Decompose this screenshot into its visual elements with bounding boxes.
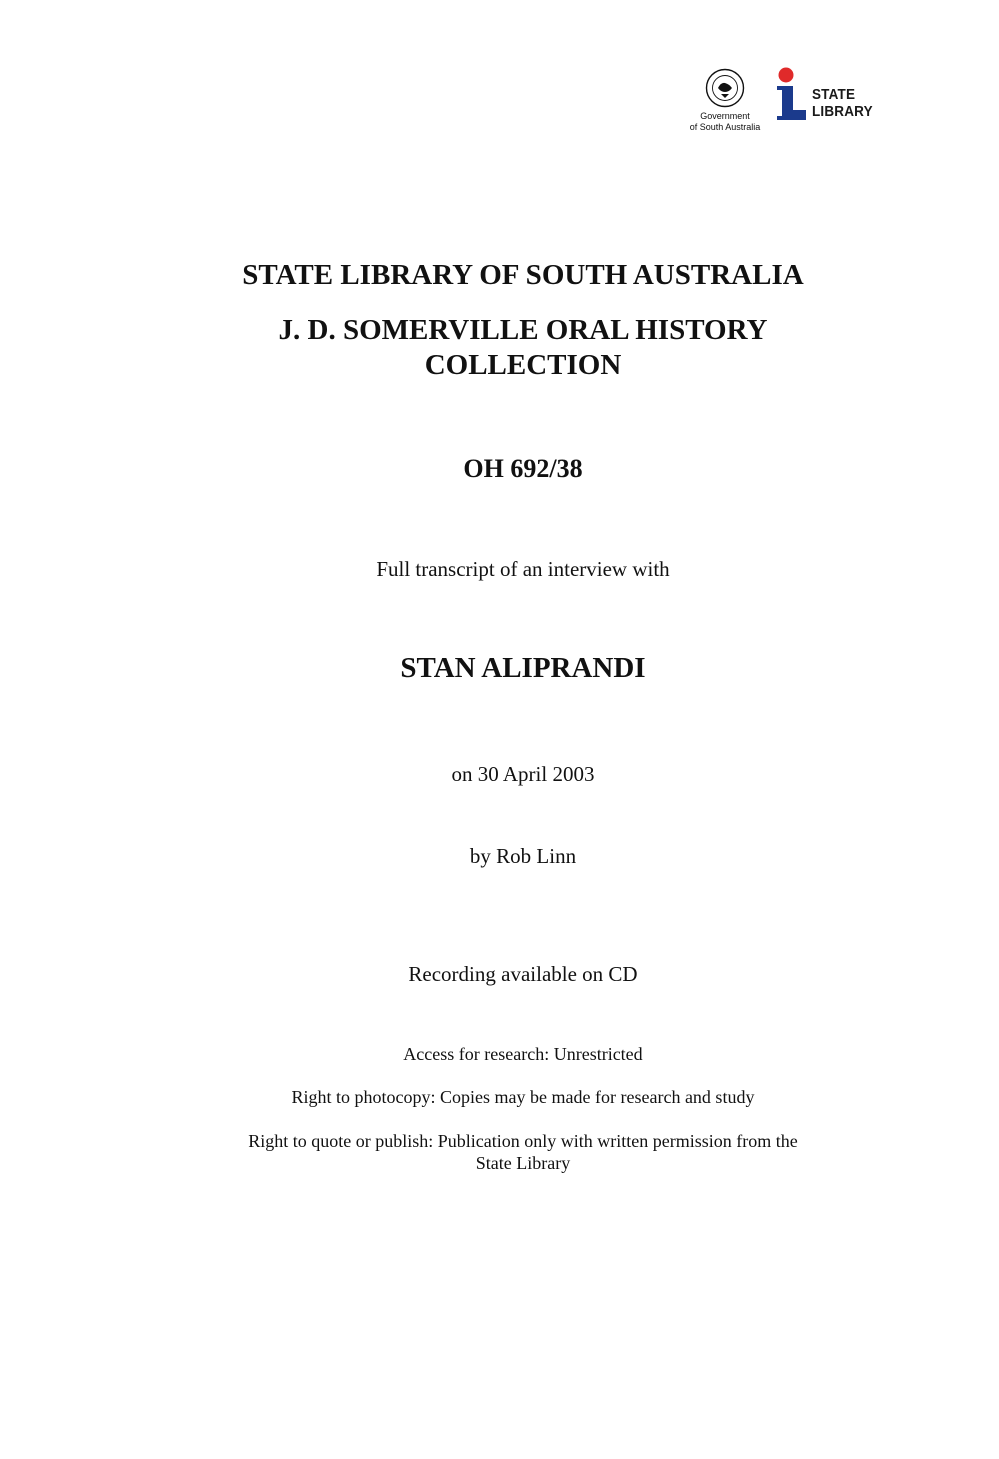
access-conditions: Access for research: Unrestricted [403,1044,643,1064]
photocopy-rights: Right to photocopy: Copies may be made for research and study [291,1087,755,1107]
state-library-i-icon [774,66,808,122]
collection-title-line2: COLLECTION [424,349,622,381]
header-logos [680,64,890,136]
collection-title [140,313,906,383]
transcript-intro: Full transcript of an interview with [376,557,670,581]
institution-title: STATE LIBRARY OF SOUTH AUSTRALIA [242,259,804,291]
government-logo-line2: of South Australia [689,122,761,132]
quote-publish-line1: Right to quote or publish: Publication only with written permission from the [248,1131,798,1151]
state-library-logo-text [812,86,873,120]
interviewer: by Rob Linn [469,844,577,868]
interviewee-name: STAN ALIPRANDI [400,652,646,684]
state-library-logo [774,64,890,124]
state-library-logo-line2: LIBRARY [812,103,873,120]
reference-number: OH 692/38 [463,454,583,483]
government-logo-text [680,111,770,133]
quote-publish-line2: State Library [475,1153,571,1173]
collection-title-line1: J. D. SOMERVILLE ORAL HISTORY [278,314,768,346]
government-logo-line1: Government [700,111,750,121]
recording-availability: Recording available on CD [408,962,638,986]
government-seal-icon [705,68,745,108]
government-of-south-australia-logo [680,64,770,136]
quote-publish-rights [140,1130,906,1174]
interview-date: on 30 April 2003 [451,762,595,786]
state-library-logo-line1: STATE [812,86,856,103]
